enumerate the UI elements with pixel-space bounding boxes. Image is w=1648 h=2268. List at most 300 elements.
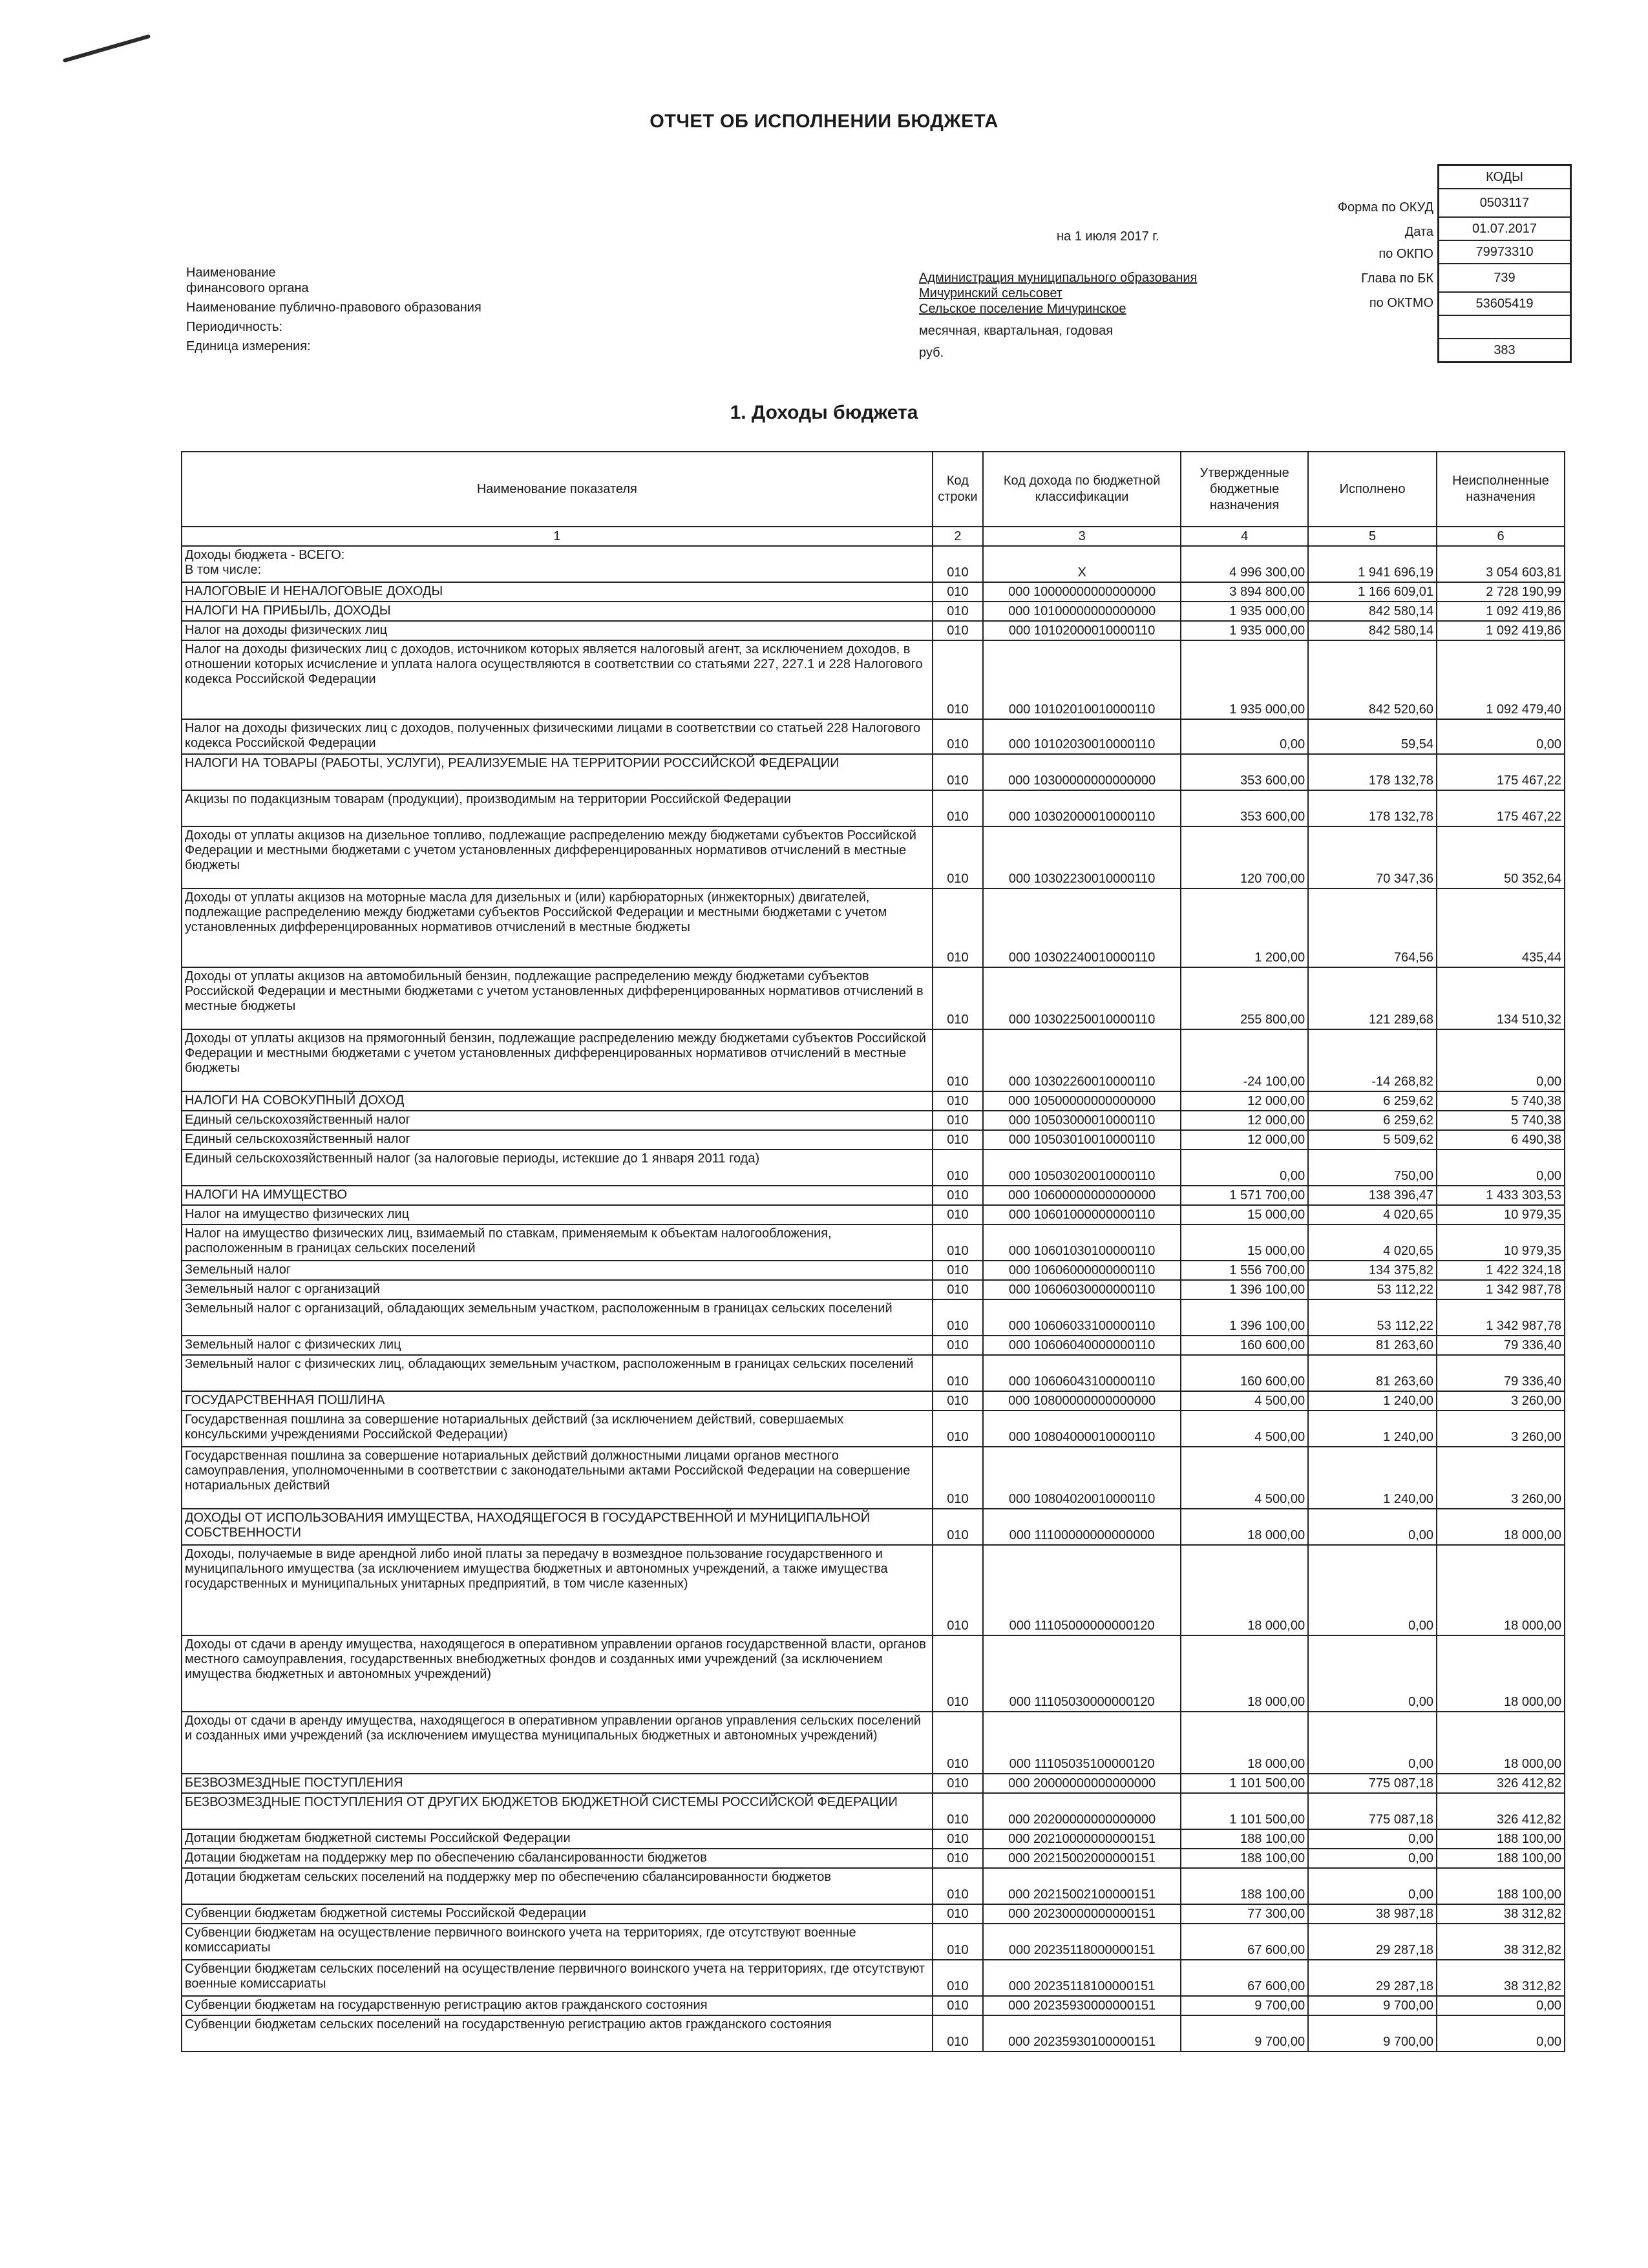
cell-code: 000 20235118000000151 <box>983 1924 1181 1960</box>
cell-executed: 1 166 609,01 <box>1308 582 1437 602</box>
cell-line: 010 <box>933 1411 983 1447</box>
cell-name: Земельный налог с организаций <box>182 1280 933 1299</box>
cell-unexecuted: 0,00 <box>1437 2015 1565 2052</box>
cell-line: 010 <box>933 1829 983 1849</box>
column-number-row <box>182 527 1565 546</box>
cell-executed: 53 112,22 <box>1308 1299 1437 1336</box>
cell-name: НАЛОГИ НА ПРИБЫЛЬ, ДОХОДЫ <box>182 602 933 621</box>
cell-line: 010 <box>933 1924 983 1960</box>
cell-unexecuted: 1 092 419,86 <box>1437 602 1565 621</box>
cell-approved: 1 101 500,00 <box>1181 1793 1308 1829</box>
table-row <box>182 754 1565 790</box>
cell-name: Земельный налог с физических лиц, обладающих земельным участком, расположенным в границах сельских поселений <box>182 1355 933 1391</box>
cell-name: НАЛОГИ НА ТОВАРЫ (РАБОТЫ, УСЛУГИ), РЕАЛИЗУЕМЫЕ НА ТЕРРИТОРИИ РОССИЙСКОЙ ФЕДЕРАЦИИ <box>182 754 933 790</box>
cell-unexecuted: 79 336,40 <box>1437 1355 1565 1391</box>
cell-executed: 178 132,78 <box>1308 790 1437 826</box>
cell-code: 000 10302230010000110 <box>983 826 1181 888</box>
cell-code: 000 10804000010000110 <box>983 1411 1181 1447</box>
cell-approved: 1 200,00 <box>1181 888 1308 967</box>
cell-approved: 15 000,00 <box>1181 1224 1308 1261</box>
cell-code: X <box>983 546 1181 582</box>
cell-name: Доходы от уплаты акцизов на дизельное топливо, подлежащие распределению между бюджетами субъектов Российской Федерации и местными бюджетами с учетом установленных дифференцированных нормативов отчислений в местные бюджеты <box>182 826 933 888</box>
cell-approved: 1 935 000,00 <box>1181 621 1308 640</box>
cell-code: 000 10100000000000000 <box>983 602 1181 621</box>
cell-unexecuted: 1 433 303,53 <box>1437 1186 1565 1205</box>
table-row <box>182 1205 1565 1224</box>
table-row <box>182 1111 1565 1130</box>
cell-code: 000 11105030000000120 <box>983 1635 1181 1712</box>
cell-executed: 29 287,18 <box>1308 1924 1437 1960</box>
cell-executed: 70 347,36 <box>1308 826 1437 888</box>
cell-line: 010 <box>933 1960 983 1996</box>
cell-unexecuted: 18 000,00 <box>1437 1509 1565 1545</box>
cell-name: Налог на имущество физических лиц, взимаемый по ставкам, применяемым к объектам налогообложения, расположенным в границах сельских поселений <box>182 1224 933 1261</box>
cell-name: НАЛОГИ НА СОВОКУПНЫЙ ДОХОД <box>182 1091 933 1111</box>
cell-code: 000 10606030000000110 <box>983 1280 1181 1299</box>
column-number: 3 <box>983 527 1181 546</box>
revenue-table <box>181 451 1565 2052</box>
codes-labels <box>1228 194 1433 358</box>
cell-approved: 12 000,00 <box>1181 1111 1308 1130</box>
codes-label: по ОКПО <box>1379 247 1433 261</box>
cell-code: 000 20230000000000151 <box>983 1904 1181 1924</box>
unit-value: руб. <box>919 346 944 360</box>
table-header-row <box>182 452 1565 527</box>
cell-line: 010 <box>933 1261 983 1280</box>
cell-unexecuted: 1 092 479,40 <box>1437 640 1565 719</box>
cell-name: Доходы бюджета - ВСЕГО: В том числе: <box>182 546 933 582</box>
cell-line: 010 <box>933 1545 983 1635</box>
cell-line: 010 <box>933 621 983 640</box>
cell-unexecuted: 0,00 <box>1437 1996 1565 2015</box>
column-header: Исполнено <box>1308 452 1437 527</box>
cell-line: 010 <box>933 719 983 754</box>
cell-unexecuted: 175 467,22 <box>1437 754 1565 790</box>
cell-unexecuted: 188 100,00 <box>1437 1868 1565 1904</box>
cell-approved: 188 100,00 <box>1181 1849 1308 1868</box>
cell-code: 000 10800000000000000 <box>983 1391 1181 1411</box>
cell-executed: 138 396,47 <box>1308 1186 1437 1205</box>
cell-approved: 1 935 000,00 <box>1181 602 1308 621</box>
cell-line: 010 <box>933 1509 983 1545</box>
cell-approved: -24 100,00 <box>1181 1029 1308 1091</box>
meta-values <box>919 270 1197 361</box>
cell-executed: 842 580,14 <box>1308 602 1437 621</box>
cell-unexecuted: 79 336,40 <box>1437 1336 1565 1355</box>
codes-label: Глава по БК <box>1361 271 1433 286</box>
cell-executed: 178 132,78 <box>1308 754 1437 790</box>
cell-approved: 18 000,00 <box>1181 1712 1308 1774</box>
cell-executed: 842 580,14 <box>1308 621 1437 640</box>
code-oktmo: 53605419 <box>1439 293 1570 316</box>
cell-unexecuted: 188 100,00 <box>1437 1849 1565 1868</box>
cell-unexecuted: 10 979,35 <box>1437 1224 1565 1261</box>
cell-name: Государственная пошлина за совершение нотариальных действий (за исключением действий, совершаемых консульскими учреждениями Российской Федерации) <box>182 1411 933 1447</box>
column-number: 6 <box>1437 527 1565 546</box>
table-row <box>182 582 1565 602</box>
document-title: ОТЧЕТ ОБ ИСПОЛНЕНИИ БЮДЖЕТА <box>650 111 998 132</box>
table-row <box>182 1411 1565 1447</box>
cell-unexecuted: 0,00 <box>1437 1029 1565 1091</box>
code-okpo: 79973310 <box>1439 241 1570 264</box>
cell-code: 000 20215002100000151 <box>983 1868 1181 1904</box>
cell-code: 000 10606000000000110 <box>983 1261 1181 1280</box>
cell-approved: 160 600,00 <box>1181 1336 1308 1355</box>
cell-approved: 18 000,00 <box>1181 1545 1308 1635</box>
column-header: Код строки <box>933 452 983 527</box>
table-row <box>182 1447 1565 1509</box>
cell-line: 010 <box>933 1868 983 1904</box>
label-periodicity: Периодичность: <box>186 320 283 334</box>
cell-line: 010 <box>933 1224 983 1261</box>
cell-code: 000 10300000000000000 <box>983 754 1181 790</box>
cell-code: 000 11100000000000000 <box>983 1509 1181 1545</box>
code-glava-bk: 739 <box>1439 264 1570 293</box>
cell-approved: 1 571 700,00 <box>1181 1186 1308 1205</box>
cell-executed: 59,54 <box>1308 719 1437 754</box>
cell-approved: 67 600,00 <box>1181 1960 1308 1996</box>
table-row <box>182 1635 1565 1712</box>
cell-unexecuted: 1 092 419,86 <box>1437 621 1565 640</box>
codes-label <box>1228 336 1433 358</box>
cell-line: 010 <box>933 1355 983 1391</box>
public-entity-value: Сельское поселение Мичуринское <box>919 302 1126 316</box>
cell-unexecuted: 175 467,22 <box>1437 790 1565 826</box>
table-row <box>182 1712 1565 1774</box>
cell-executed: 0,00 <box>1308 1829 1437 1849</box>
section-title: 1. Доходы бюджета <box>730 402 918 423</box>
cell-line: 010 <box>933 602 983 621</box>
cell-code: 000 20235118100000151 <box>983 1960 1181 1996</box>
cell-executed: -14 268,82 <box>1308 1029 1437 1091</box>
table-row <box>182 1996 1565 2015</box>
cell-unexecuted: 1 342 987,78 <box>1437 1299 1565 1336</box>
cell-unexecuted: 188 100,00 <box>1437 1829 1565 1849</box>
cell-executed: 0,00 <box>1308 1509 1437 1545</box>
cell-executed: 134 375,82 <box>1308 1261 1437 1280</box>
cell-name: Налог на имущество физических лиц <box>182 1205 933 1224</box>
cell-unexecuted: 435,44 <box>1437 888 1565 967</box>
cell-approved: 160 600,00 <box>1181 1355 1308 1391</box>
cell-unexecuted: 3 260,00 <box>1437 1411 1565 1447</box>
table-row <box>182 1186 1565 1205</box>
cell-approved: 4 996 300,00 <box>1181 546 1308 582</box>
column-number: 2 <box>933 527 983 546</box>
cell-code: 000 10503020010000110 <box>983 1150 1181 1186</box>
cell-line: 010 <box>933 1091 983 1111</box>
cell-unexecuted: 1 342 987,78 <box>1437 1280 1565 1299</box>
cell-unexecuted: 10 979,35 <box>1437 1205 1565 1224</box>
label-public-entity: Наименование публично-правового образования <box>186 300 481 315</box>
cell-unexecuted: 1 422 324,18 <box>1437 1261 1565 1280</box>
cell-unexecuted: 5 740,38 <box>1437 1111 1565 1130</box>
cell-code: 000 10606040000000110 <box>983 1336 1181 1355</box>
cell-line: 010 <box>933 1280 983 1299</box>
cell-name: Акцизы по подакцизным товарам (продукции), производимым на территории Российской Федерации <box>182 790 933 826</box>
cell-approved: 4 500,00 <box>1181 1391 1308 1411</box>
cell-line: 010 <box>933 826 983 888</box>
cell-unexecuted: 134 510,32 <box>1437 967 1565 1029</box>
cell-unexecuted: 18 000,00 <box>1437 1712 1565 1774</box>
table-row <box>182 640 1565 719</box>
cell-code: 000 11105035100000120 <box>983 1712 1181 1774</box>
cell-code: 000 10600000000000000 <box>983 1186 1181 1205</box>
cell-line: 010 <box>933 1130 983 1150</box>
meta-labels <box>186 265 481 358</box>
table-row <box>182 1774 1565 1793</box>
cell-executed: 0,00 <box>1308 1545 1437 1635</box>
cell-unexecuted: 6 490,38 <box>1437 1130 1565 1150</box>
cell-executed: 0,00 <box>1308 1868 1437 1904</box>
cell-unexecuted: 0,00 <box>1437 1150 1565 1186</box>
cell-name: Государственная пошлина за совершение нотариальных действий должностными лицами органов местного самоуправления, уполномоченными в соответствии с законодательными актами Российской Федерации на совершение нотариальных действий <box>182 1447 933 1509</box>
cell-approved: 18 000,00 <box>1181 1509 1308 1545</box>
cell-code: 000 10000000000000000 <box>983 582 1181 602</box>
table-row <box>182 621 1565 640</box>
cell-code: 000 10601000000000110 <box>983 1205 1181 1224</box>
cell-executed: 775 087,18 <box>1308 1793 1437 1829</box>
cell-approved: 120 700,00 <box>1181 826 1308 888</box>
cell-name: Дотации бюджетам на поддержку мер по обеспечению сбалансированности бюджетов <box>182 1849 933 1868</box>
table-row <box>182 1299 1565 1336</box>
cell-code: 000 10302000010000110 <box>983 790 1181 826</box>
column-header: Неисполненные назначения <box>1437 452 1565 527</box>
cell-code: 000 20215002000000151 <box>983 1849 1181 1868</box>
cell-executed: 81 263,60 <box>1308 1336 1437 1355</box>
cell-line: 010 <box>933 1996 983 2015</box>
cell-line: 010 <box>933 967 983 1029</box>
cell-line: 010 <box>933 1299 983 1336</box>
table-row <box>182 1509 1565 1545</box>
cell-name: Субвенции бюджетам на осуществление первичного воинского учета на территориях, где отсутствуют военные комиссариаты <box>182 1924 933 1960</box>
cell-line: 010 <box>933 1904 983 1924</box>
cell-code: 000 10503000010000110 <box>983 1111 1181 1130</box>
cell-name: Земельный налог <box>182 1261 933 1280</box>
cell-unexecuted: 38 312,82 <box>1437 1904 1565 1924</box>
cell-name: Доходы от сдачи в аренду имущества, находящегося в оперативном управлении органов государственной власти, органов местного самоуправления, государственных внебюджетных фондов и созданных ими учреждений (за исключением имущества бюджетных и автономных учреждений) <box>182 1635 933 1712</box>
codes-header: КОДЫ <box>1439 166 1570 189</box>
cell-code: 000 10606033100000110 <box>983 1299 1181 1336</box>
cell-name: Дотации бюджетам бюджетной системы Российской Федерации <box>182 1829 933 1849</box>
cell-name: Налог на доходы физических лиц <box>182 621 933 640</box>
cell-unexecuted: 18 000,00 <box>1437 1635 1565 1712</box>
cell-executed: 750,00 <box>1308 1150 1437 1186</box>
cell-line: 010 <box>933 582 983 602</box>
cell-name: БЕЗВОЗМЕЗДНЫЕ ПОСТУПЛЕНИЯ ОТ ДРУГИХ БЮДЖЕТОВ БЮДЖЕТНОЙ СИСТЕМЫ РОССИЙСКОЙ ФЕДЕРАЦИИ <box>182 1793 933 1829</box>
cell-unexecuted: 3 054 603,81 <box>1437 546 1565 582</box>
cell-line: 010 <box>933 754 983 790</box>
cell-name: Земельный налог с организаций, обладающих земельным участком, расположенным в границах сельских поселений <box>182 1299 933 1336</box>
cell-code: 000 10102030010000110 <box>983 719 1181 754</box>
cell-unexecuted: 0,00 <box>1437 719 1565 754</box>
cell-line: 010 <box>933 1793 983 1829</box>
cell-line: 010 <box>933 1029 983 1091</box>
cell-code: 000 10302240010000110 <box>983 888 1181 967</box>
code-date: 01.07.2017 <box>1439 218 1570 241</box>
cell-name: Доходы от сдачи в аренду имущества, находящегося в оперативном управлении органов управления сельских поселений и созданных ими учреждений (за исключением имущества муниципальных бюджетных и автономных учреждений) <box>182 1712 933 1774</box>
cell-approved: 353 600,00 <box>1181 754 1308 790</box>
cell-name: Доходы от уплаты акцизов на автомобильный бензин, подлежащие распределению между бюджетами субъектов Российской Федерации и местными бюджетами с учетом установленных дифференцированных нормативов отчислений в местные бюджеты <box>182 967 933 1029</box>
pen-mark <box>63 34 151 63</box>
cell-code: 000 10102000010000110 <box>983 621 1181 640</box>
cell-line: 010 <box>933 1849 983 1868</box>
cell-executed: 6 259,62 <box>1308 1091 1437 1111</box>
table-row <box>182 1280 1565 1299</box>
cell-name: Единый сельскохозяйственный налог <box>182 1130 933 1150</box>
cell-approved: 77 300,00 <box>1181 1904 1308 1924</box>
cell-executed: 121 289,68 <box>1308 967 1437 1029</box>
cell-code: 000 10302260010000110 <box>983 1029 1181 1091</box>
cell-line: 010 <box>933 2015 983 2052</box>
cell-approved: 12 000,00 <box>1181 1130 1308 1150</box>
codes-box <box>1437 164 1572 363</box>
periodicity-value: месячная, квартальная, годовая <box>919 324 1114 338</box>
cell-executed: 29 287,18 <box>1308 1960 1437 1996</box>
cell-approved: 1 935 000,00 <box>1181 640 1308 719</box>
column-number: 5 <box>1308 527 1437 546</box>
cell-name: Доходы от уплаты акцизов на моторные масла для дизельных и (или) карбюраторных (инжекторных) двигателей, подлежащие распределению между бюджетами субъектов Российской Федерации и местными бюджетами с учетом установленных дифференцированных нормативов отчислений в местные бюджеты <box>182 888 933 967</box>
cell-name: Единый сельскохозяйственный налог (за налоговые периоды, истекшие до 1 января 2011 года) <box>182 1150 933 1186</box>
cell-name: Налог на доходы физических лиц с доходов, полученных физическими лицами в соответствии со статьей 228 Налогового кодекса Российской Федерации <box>182 719 933 754</box>
cell-approved: 1 101 500,00 <box>1181 1774 1308 1793</box>
cell-name: Субвенции бюджетам бюджетной системы Российской Федерации <box>182 1904 933 1924</box>
code-okud: 0503117 <box>1439 189 1570 218</box>
cell-line: 010 <box>933 1186 983 1205</box>
cell-unexecuted: 5 740,38 <box>1437 1091 1565 1111</box>
cell-line: 010 <box>933 1150 983 1186</box>
cell-line: 010 <box>933 1205 983 1224</box>
cell-executed: 53 112,22 <box>1308 1280 1437 1299</box>
table-row <box>182 2015 1565 2052</box>
table-row <box>182 1029 1565 1091</box>
table-row <box>182 1150 1565 1186</box>
cell-code: 000 20235930100000151 <box>983 2015 1181 2052</box>
cell-executed: 0,00 <box>1308 1712 1437 1774</box>
cell-name: БЕЗВОЗМЕЗДНЫЕ ПОСТУПЛЕНИЯ <box>182 1774 933 1793</box>
cell-executed: 764,56 <box>1308 888 1437 967</box>
column-header: Утвержденные бюджетные назначения <box>1181 452 1308 527</box>
cell-executed: 1 240,00 <box>1308 1411 1437 1447</box>
table-row <box>182 1261 1565 1280</box>
cell-approved: 3 894 800,00 <box>1181 582 1308 602</box>
table-row <box>182 1224 1565 1261</box>
table-row <box>182 967 1565 1029</box>
report-date: на 1 июля 2017 г. <box>1057 229 1159 244</box>
cell-name: Земельный налог с физических лиц <box>182 1336 933 1355</box>
table-row <box>182 1545 1565 1635</box>
cell-line: 010 <box>933 1391 983 1411</box>
table-row <box>182 1849 1565 1868</box>
cell-line: 010 <box>933 1635 983 1712</box>
cell-executed: 775 087,18 <box>1308 1774 1437 1793</box>
cell-line: 010 <box>933 1712 983 1774</box>
cell-line: 010 <box>933 790 983 826</box>
cell-code: 000 10102010010000110 <box>983 640 1181 719</box>
cell-name: Субвенции бюджетам на государственную регистрацию актов гражданского состояния <box>182 1996 933 2015</box>
cell-name: Налог на доходы физических лиц с доходов, источником которых является налоговый агент, за исключением доходов, в отношении которых исчисление и уплата налога осуществляются в соответствии со статьями 227, 227.1 и 228 Налогового кодекса Российской Федерации <box>182 640 933 719</box>
cell-approved: 1 396 100,00 <box>1181 1280 1308 1299</box>
cell-approved: 255 800,00 <box>1181 967 1308 1029</box>
cell-executed: 5 509,62 <box>1308 1130 1437 1150</box>
codes-label: Дата <box>1404 225 1433 239</box>
cell-approved: 188 100,00 <box>1181 1868 1308 1904</box>
table-row <box>182 546 1565 582</box>
codes-label: Форма по ОКУД <box>1337 200 1433 215</box>
cell-name: НАЛОГИ НА ИМУЩЕСТВО <box>182 1186 933 1205</box>
cell-code: 000 20210000000000151 <box>983 1829 1181 1849</box>
code-unit: 383 <box>1494 343 1516 357</box>
cell-approved: 1 396 100,00 <box>1181 1299 1308 1336</box>
table-row <box>182 602 1565 621</box>
cell-name: НАЛОГОВЫЕ И НЕНАЛОГОВЫЕ ДОХОДЫ <box>182 582 933 602</box>
cell-approved: 4 500,00 <box>1181 1447 1308 1509</box>
financial-body-value-2: Мичуринский сельсовет <box>919 286 1062 300</box>
cell-name: ГОСУДАРСТВЕННАЯ ПОШЛИНА <box>182 1391 933 1411</box>
cell-approved: 188 100,00 <box>1181 1829 1308 1849</box>
table-row <box>182 1904 1565 1924</box>
cell-line: 010 <box>933 888 983 967</box>
table-row <box>182 888 1565 967</box>
cell-line: 010 <box>933 546 983 582</box>
cell-code: 000 10606043100000110 <box>983 1355 1181 1391</box>
cell-line: 010 <box>933 1774 983 1793</box>
cell-executed: 842 520,60 <box>1308 640 1437 719</box>
cell-approved: 1 556 700,00 <box>1181 1261 1308 1280</box>
table-row <box>182 1793 1565 1829</box>
label-financial-body: Наименование финансового органа <box>186 266 309 295</box>
cell-approved: 4 500,00 <box>1181 1411 1308 1447</box>
code-periodicity <box>1439 316 1570 339</box>
cell-line: 010 <box>933 1447 983 1509</box>
cell-name: Единый сельскохозяйственный налог <box>182 1111 933 1130</box>
table-row <box>182 1355 1565 1391</box>
cell-executed: 38 987,18 <box>1308 1904 1437 1924</box>
table-row <box>182 1091 1565 1111</box>
column-number: 1 <box>182 527 933 546</box>
cell-executed: 1 941 696,19 <box>1308 546 1437 582</box>
cell-unexecuted: 326 412,82 <box>1437 1774 1565 1793</box>
table-row <box>182 1130 1565 1150</box>
table-row <box>182 1960 1565 1996</box>
cell-code: 000 20000000000000000 <box>983 1774 1181 1793</box>
cell-name: Субвенции бюджетам сельских поселений на осуществление первичного воинского учета на территориях, где отсутствуют военные комиссариаты <box>182 1960 933 1996</box>
cell-executed: 9 700,00 <box>1308 1996 1437 2015</box>
cell-unexecuted: 3 260,00 <box>1437 1391 1565 1411</box>
cell-approved: 9 700,00 <box>1181 2015 1308 2052</box>
cell-name: Дотации бюджетам сельских поселений на поддержку мер по обеспечению сбалансированности бюджетов <box>182 1868 933 1904</box>
cell-unexecuted: 3 260,00 <box>1437 1447 1565 1509</box>
cell-code: 000 20235930000000151 <box>983 1996 1181 2015</box>
cell-approved: 15 000,00 <box>1181 1205 1308 1224</box>
table-row <box>182 790 1565 826</box>
cell-line: 010 <box>933 1336 983 1355</box>
cell-unexecuted: 326 412,82 <box>1437 1793 1565 1829</box>
table-row <box>182 1829 1565 1849</box>
cell-executed: 0,00 <box>1308 1635 1437 1712</box>
cell-name: Субвенции бюджетам сельских поселений на государственную регистрацию актов гражданского состояния <box>182 2015 933 2052</box>
cell-executed: 9 700,00 <box>1308 2015 1437 2052</box>
cell-code: 000 10302250010000110 <box>983 967 1181 1029</box>
cell-approved: 0,00 <box>1181 719 1308 754</box>
financial-body-value: Администрация муниципального образования <box>919 271 1198 285</box>
cell-name: Доходы от уплаты акцизов на прямогонный бензин, подлежащие распределению между бюджетами субъектов Российской Федерации и местными бюджетами с учетом установленных дифференцированных нормативов отчислений в местные бюджеты <box>182 1029 933 1091</box>
cell-approved: 353 600,00 <box>1181 790 1308 826</box>
cell-approved: 9 700,00 <box>1181 1996 1308 2015</box>
cell-unexecuted: 38 312,82 <box>1437 1924 1565 1960</box>
cell-executed: 4 020,65 <box>1308 1205 1437 1224</box>
cell-executed: 4 020,65 <box>1308 1224 1437 1261</box>
cell-line: 010 <box>933 1111 983 1130</box>
